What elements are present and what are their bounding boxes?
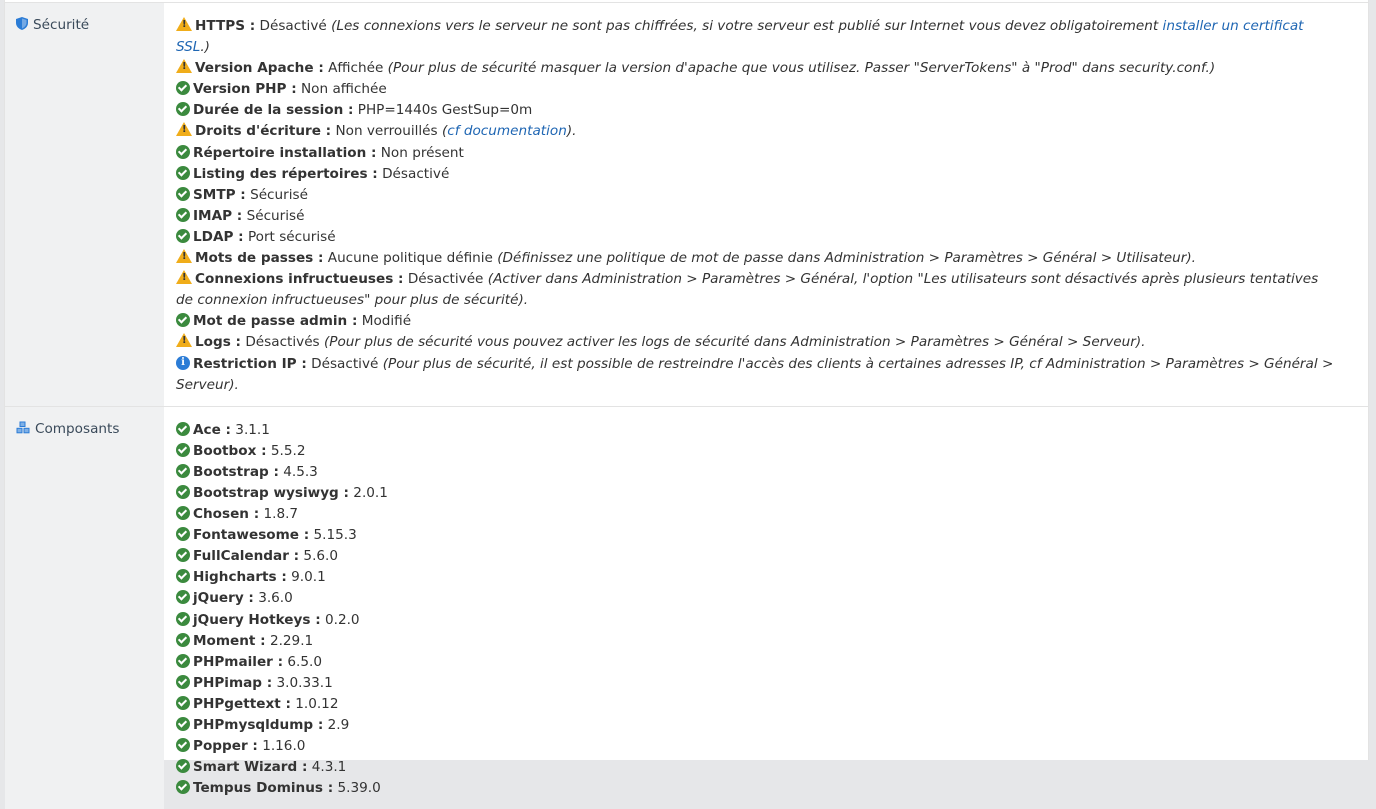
item-label: Popper : [193, 738, 258, 755]
item-label: PHPmysqldump : [193, 717, 324, 733]
item-label: Version PHP : [193, 81, 297, 98]
item-value: Sécurisé [246, 207, 305, 224]
item-value: Affichée [328, 60, 384, 77]
security-label [5, 3, 164, 406]
item-value: Sécurisé [250, 186, 308, 203]
item-label: Version Apache : [195, 60, 324, 77]
item-value: 4.5.3 [283, 463, 318, 480]
item-label: IMAP : [193, 207, 243, 224]
system-info-panel [4, 0, 1369, 797]
item-value: Non présent [380, 144, 464, 161]
item-note [324, 334, 1146, 350]
components-item [176, 420, 1338, 441]
components-item [176, 441, 1338, 462]
item-value: Désactivé [259, 18, 327, 34]
components-item [176, 567, 1338, 588]
components-item [176, 610, 1338, 631]
item-value: Désactivé [311, 355, 379, 372]
check-circle-icon [176, 675, 190, 689]
item-label: Tempus Dominus : [193, 780, 334, 797]
warning-icon [176, 333, 192, 347]
item-value: Port sécurisé [247, 228, 336, 245]
components-section [5, 406, 1368, 809]
security-item [176, 269, 1338, 311]
check-circle-icon [176, 569, 190, 583]
item-value: 1.8.7 [263, 506, 299, 523]
check-circle-icon [176, 422, 190, 436]
item-label: Fontawesome : [193, 527, 310, 544]
cubes-icon [16, 421, 30, 439]
check-circle-icon [176, 208, 190, 222]
components-item [176, 504, 1338, 525]
components-item [176, 631, 1338, 652]
item-value: Non affichée [301, 81, 387, 98]
item-label: Répertoire installation : [193, 144, 377, 161]
item-label: PHPmailer : [193, 653, 284, 670]
info-circle-icon [176, 356, 190, 370]
item-label: Bootstrap wysiwyg : [193, 484, 349, 501]
note-text: (Pour plus de sécurité, il est possible de restreindre l'accès des clients à certaines adresses IP, cf Administration > Paramètres > Général > Serveur). [176, 355, 1334, 393]
check-circle-icon [176, 81, 190, 95]
components-item [176, 546, 1338, 567]
item-label: FullCalendar : [193, 548, 300, 565]
item-label: Moment : [193, 632, 266, 649]
item-label: Mots de passes : [195, 250, 324, 267]
item-value: 1.0.12 [295, 695, 339, 712]
item-value: 2.29.1 [269, 632, 314, 649]
note-text: (Les connexions vers le serveur ne sont pas chiffrées, si votre serveur est publié sur Internet vous devez obligatoirement [331, 18, 1163, 34]
check-circle-icon [176, 527, 190, 541]
security-item [176, 185, 1338, 206]
security-item [176, 164, 1338, 185]
components-item [176, 462, 1338, 483]
item-note [388, 60, 1216, 76]
check-circle-icon [176, 759, 190, 773]
security-item [176, 227, 1338, 248]
check-circle-icon [176, 717, 190, 731]
item-value: Désactivé [382, 165, 450, 182]
security-item [176, 311, 1338, 332]
check-circle-icon [176, 313, 190, 327]
item-value: 0.2.0 [324, 611, 360, 628]
item-value: Désactivés [245, 334, 320, 351]
check-circle-icon [176, 187, 190, 201]
item-label: Durée de la session : [193, 102, 354, 119]
item-value: 3.0.33.1 [276, 674, 333, 691]
item-note [176, 18, 1304, 55]
check-circle-icon [176, 738, 190, 752]
item-value: 6.5.0 [287, 653, 322, 670]
item-note [497, 250, 1196, 266]
components-list [164, 407, 1368, 809]
item-value: Désactivée [407, 271, 484, 288]
item-label: Droits d'écriture : [195, 123, 332, 140]
warning-icon [176, 270, 192, 284]
check-circle-icon [176, 633, 190, 647]
item-label: Chosen : [193, 506, 260, 523]
note-text: (Pour plus de sécurité vous pouvez activer les logs de sécurité dans Administration > Paramètres > Général > Serveur). [323, 334, 1146, 351]
components-item [176, 715, 1338, 736]
item-value: 5.6.0 [303, 548, 339, 565]
components-item [176, 483, 1338, 504]
security-item [176, 79, 1338, 100]
components-item [176, 778, 1338, 799]
check-circle-icon [176, 145, 190, 159]
components-item [176, 588, 1338, 609]
item-label: LDAP : [193, 228, 244, 245]
item-value: 5.39.0 [337, 780, 381, 797]
security-item [176, 206, 1338, 227]
item-label: Bootbox : [193, 442, 267, 459]
components-item [176, 673, 1338, 694]
item-value: 4.3.1 [311, 759, 347, 776]
item-label: Mot de passe admin : [193, 313, 358, 330]
item-label: Highcharts : [193, 569, 287, 586]
item-note [442, 123, 576, 139]
components-item [176, 652, 1338, 673]
components-item [176, 736, 1338, 757]
check-circle-icon [176, 696, 190, 710]
security-section [5, 2, 1368, 406]
security-title: Sécurité [33, 17, 90, 33]
item-label: jQuery : [193, 590, 254, 607]
check-circle-icon [176, 229, 190, 243]
check-circle-icon [176, 506, 190, 520]
warning-icon [176, 17, 192, 31]
components-item [176, 525, 1338, 546]
note-link[interactable]: installer un certificat SSL [176, 18, 1304, 56]
item-value: PHP=1440s GestSup=0m [357, 102, 533, 119]
item-label: Logs : [195, 334, 241, 351]
note-text-end: ). [566, 123, 577, 140]
shield-icon [16, 17, 28, 35]
note-text: (Définissez une politique de mot de passe dans Administration > Paramètres > Général > Utilisateur). [497, 250, 1196, 267]
item-label: Bootstrap : [193, 463, 279, 480]
security-item [176, 332, 1338, 353]
item-label: jQuery Hotkeys : [193, 611, 321, 628]
item-value: 2.9 [327, 717, 350, 733]
item-value: Aucune politique définie [327, 250, 493, 267]
item-value: Modifié [361, 313, 412, 330]
components-item [176, 694, 1338, 715]
item-value: 3.1.1 [235, 421, 270, 438]
check-circle-icon [176, 464, 190, 478]
security-item [176, 100, 1338, 121]
components-title: Composants [35, 420, 120, 437]
check-circle-icon [176, 548, 190, 562]
security-list [164, 3, 1368, 406]
security-item [176, 143, 1338, 164]
security-item [176, 354, 1338, 396]
warning-icon [176, 249, 192, 263]
note-text-end: .) [200, 39, 210, 56]
components-item [176, 757, 1338, 778]
security-item [176, 58, 1338, 79]
item-label: Ace : [193, 421, 231, 438]
item-label: Connexions infructueuses : [195, 271, 404, 288]
item-label: SMTP : [193, 186, 246, 203]
check-circle-icon [176, 780, 190, 794]
check-circle-icon [176, 612, 190, 626]
item-value: 9.0.1 [291, 569, 326, 586]
item-value: 3.6.0 [258, 590, 293, 607]
item-value: Non verrouillés [335, 123, 438, 140]
check-circle-icon [176, 166, 190, 180]
item-value: 1.16.0 [262, 738, 306, 755]
item-label: HTTPS : [195, 18, 256, 34]
security-item [176, 248, 1338, 269]
item-value: 2.0.1 [353, 484, 388, 501]
item-value: 5.15.3 [313, 527, 357, 544]
components-label [5, 407, 164, 809]
security-item [176, 121, 1338, 142]
warning-icon [176, 122, 192, 136]
check-circle-icon [176, 590, 190, 604]
check-circle-icon [176, 102, 190, 116]
warning-icon [176, 59, 192, 73]
item-label: Listing des répertoires : [193, 165, 378, 182]
item-label: PHPimap : [193, 674, 273, 691]
item-value: 5.5.2 [270, 442, 306, 459]
check-circle-icon [176, 443, 190, 457]
item-label: Restriction IP : [193, 355, 307, 372]
check-circle-icon [176, 654, 190, 668]
check-circle-icon [176, 485, 190, 499]
security-item [176, 16, 1338, 58]
note-text: (Activer dans Administration > Paramètres > Général, l'option "Les utilisateurs sont désactivés après plusieurs tentatives de connexion infructueuses" pour plus de sécurité). [176, 271, 1319, 309]
item-label: PHPgettext : [193, 695, 291, 712]
note-text: (Pour plus de sécurité masquer la version d'apache que vous utilisez. Passer "ServerTokens" à "Prod" dans security.conf.) [387, 60, 1216, 77]
item-label: Smart Wizard : [193, 759, 308, 776]
note-link[interactable]: cf documentation [447, 123, 567, 140]
note-text: ( [441, 123, 448, 140]
